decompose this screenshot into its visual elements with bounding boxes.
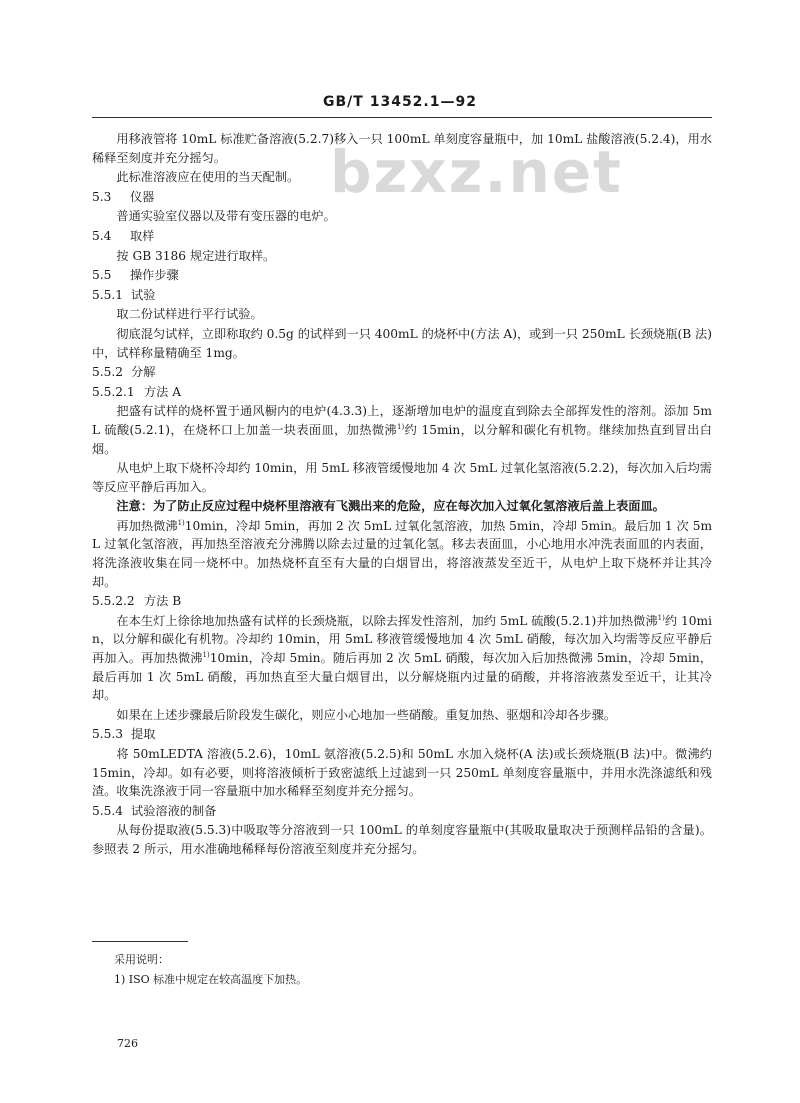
section-heading-5-5 — [92, 266, 712, 285]
paragraph — [92, 612, 712, 705]
text-run: 10min，冷却 5min。随后再加 2 次 5mL 硝酸，每次加入后加热微沸 5min，冷却 5min，最后再加 1 次 5mL 硝酸，再加热直至大量白烟冒出，以分解烧瓶内过量的硝酸，并将溶液蒸发至近干，让其冷却。 — [92, 651, 713, 703]
page-number: 726 — [117, 1037, 138, 1050]
section-number: 5.3 — [92, 189, 112, 204]
section-heading-5-5-2-1 — [92, 383, 712, 402]
paragraph — [92, 517, 712, 591]
footnote-rule — [92, 941, 188, 942]
section-number: 5.5 — [92, 268, 112, 283]
text-run: 约 10min，以分解和碳化有机物。冷却约 10min，用 5mL 移液管缓慢地加 4 次 5mL 硝酸，每次加入均需等反应平静后再加入。再加热微沸 — [92, 613, 712, 666]
text-run: 10min，冷却 5min，再加 2 次 5mL 过氧化氢溶液，加热 5min，冷却 5min。最后加 1 次 5mL 过氧化氢溶液，再加热至溶液充分沸腾以除去过量的过氧化氢。移去表面皿，小心地用水冲洗表面皿的内表面，将洗涤液收集在同一烧杯中。加热烧杯直至有大量的白烟冒出，将溶液蒸发至近干，从电炉上取下烧杯并让其冷却。 — [92, 518, 713, 589]
paragraph — [92, 402, 712, 458]
caution-note: 注意：为了防止反应过程中烧杯里溶液有飞溅出来的危险，应在每次加入过氧化氢溶液后盖上表面皿。 — [116, 499, 665, 514]
section-title: 仪器 — [130, 189, 155, 204]
section-title: 分解 — [131, 365, 156, 380]
section-title: 试验溶液的制备 — [131, 803, 217, 818]
paragraph: 如果在上述步骤最后阶段发生碳化，则应小心地加一些硝酸。重复加热、驱烟和冷却各步骤。 — [116, 707, 617, 722]
footnote-text: 1) ISO 标准中规定在较高温度下加热。 — [114, 973, 308, 986]
section-heading-5-5-2 — [92, 363, 712, 382]
paragraph: 按 GB 3186 规定进行取样。 — [116, 248, 276, 263]
section-heading-5-4 — [92, 227, 712, 246]
section-title: 提取 — [131, 727, 156, 742]
section-title: 方法 A — [144, 384, 182, 399]
section-heading-5-5-2-2 — [92, 592, 712, 611]
text-run: 把盛有试样的烧杯置于通风橱内的电炉(4.3.3)上，逐渐增加电炉的温度直到除去全部挥发性的溶剂。添加 5mL 硫酸(5.2.1)，在烧杯口上加盖一块表面皿，加热微沸 — [92, 404, 712, 437]
footnote-marker: 1) — [177, 518, 185, 527]
footnote-marker: 1) — [657, 613, 665, 622]
section-number: 5.5.4 — [92, 803, 124, 818]
section-heading-5-5-3 — [92, 725, 712, 744]
text-run: 约 15min，以分解和碳化有机物。继续加热直到冒出白烟。 — [92, 422, 712, 456]
paragraph: 取二份试样进行平行试验。 — [116, 307, 263, 322]
section-heading-5-5-1 — [92, 286, 712, 305]
section-heading-5-5-4 — [92, 802, 712, 821]
footnote-marker: 1) — [397, 422, 405, 431]
paragraph: 此标准溶液应在使用的当天配制。 — [116, 170, 300, 185]
paragraph: 将 50mLEDTA 溶液(5.2.6)，10mL 氨溶液(5.2.5)和 50mL 水加入烧杯(A 法)或长颈烧瓶(B 法)中。微沸约 15min，冷却。如有必要，则将溶液倾析于致密滤纸上过滤到一只 250mL 单刻度容量瓶中，并用水洗涤滤纸和残渣。收集洗涤液于同一容量瓶中加水稀释至刻度并充分摇匀。 — [92, 747, 712, 799]
paragraph: 用移液管将 10mL 标准贮备溶液(5.2.7)移入一只 100mL 单刻度容量瓶中，加 10mL 盐酸溶液(5.2.4)，用水稀释至刻度并充分摇匀。 — [92, 132, 712, 165]
body-text — [92, 130, 712, 860]
section-title: 取样 — [130, 228, 155, 243]
section-title: 试验 — [131, 287, 156, 302]
header-rule — [92, 117, 712, 118]
paragraph: 从电炉上取下烧杯冷却约 10min，用 5mL 移液管缓慢地加 4 次 5mL 过氧化氢溶液(5.2.2)，每次加入后均需等反应平静后再加入。 — [92, 461, 712, 494]
text-run: 再加热微沸 — [116, 518, 178, 533]
section-number: 5.4 — [92, 228, 112, 243]
standard-header: GB/T 13452.1—92 — [323, 94, 477, 110]
section-heading-5-3 — [92, 188, 712, 207]
section-number: 5.5.1 — [92, 287, 124, 302]
section-number: 5.5.2.1 — [92, 384, 135, 399]
section-number: 5.5.2 — [92, 365, 124, 380]
footnote-marker: 1) — [202, 650, 210, 659]
section-title: 操作步骤 — [130, 268, 179, 283]
paragraph: 从每份提取液(5.5.3)中吸取等分溶液到一只 100mL 的单刻度容量瓶中(其吸取量取决于预测样品铅的含量)。参照表 2 所示，用水准确地稀释每份溶液至刻度并充分摇匀。 — [92, 823, 712, 856]
section-number: 5.5.2.2 — [92, 594, 135, 609]
section-number: 5.5.3 — [92, 727, 124, 742]
section-title: 方法 B — [144, 594, 182, 609]
paragraph: 彻底混匀试样，立即称取约 0.5g 的试样到一只 400mL 的烧杯中(方法 A)，或到一只 250mL 长颈烧瓶(B 法)中，试样称量精确至 1mg。 — [92, 326, 712, 360]
text-run: 在本生灯上徐徐地加热盛有试样的长颈烧瓶，以除去挥发性溶剂，加约 5mL 硫酸(5.2.1)并加热微沸 — [116, 613, 658, 628]
paragraph: 普通实验室仪器以及带有变压器的电炉。 — [116, 209, 336, 224]
watermark: bzxz.net — [330, 138, 623, 206]
footnote-title: 采用说明： — [114, 953, 169, 966]
